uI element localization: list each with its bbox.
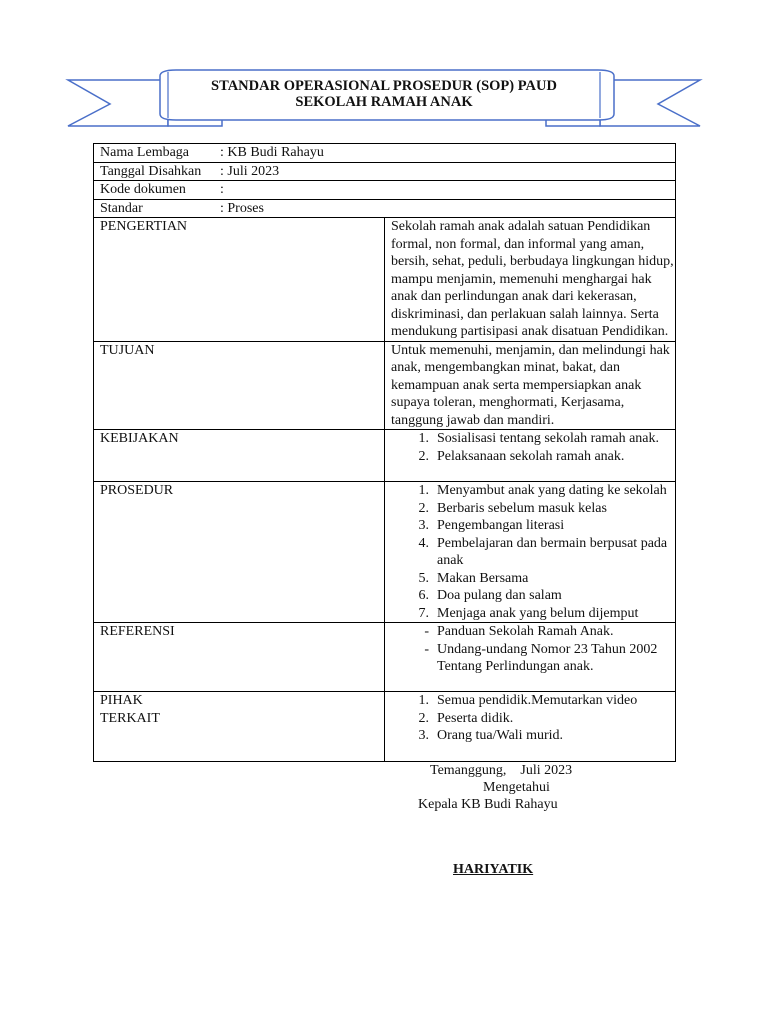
section-pengertian xyxy=(94,218,676,342)
meta-label: Nama Lembaga xyxy=(100,145,190,160)
list-item: 6. Doa pulang dan salam xyxy=(418,588,562,603)
section-label: PROSEDUR xyxy=(94,482,385,623)
meta-value: : Proses xyxy=(220,200,264,216)
meta-row-nama-lembaga xyxy=(94,144,676,163)
section-label: REFERENSI xyxy=(94,623,385,692)
list-item: 2. Berbaris sebelum masuk kelas xyxy=(418,500,607,516)
list-item: 2. Peserta didik. xyxy=(418,710,514,726)
section-label: PENGERTIAN xyxy=(94,218,385,342)
section-pihak-terkait xyxy=(94,692,676,762)
signature-place-date: Temanggung, Juli 2023 xyxy=(430,763,573,778)
meta-row-kode xyxy=(94,181,676,200)
sop-table xyxy=(93,143,676,762)
title-line-2: SEKOLAH RAMAH ANAK xyxy=(295,94,473,110)
banner-ribbon xyxy=(0,0,768,140)
signature-name: HARIYATIK xyxy=(453,862,534,877)
list-item: 1. Sosialisasi tentang sekolah ramah anak. xyxy=(418,431,659,446)
list-item: - Undang-undang Nomor 23 Tahun 2002 Tentang Perlindungan anak. xyxy=(424,641,658,674)
list-item: 5. Makan Bersama xyxy=(418,570,529,586)
list-item: 1. Menyambut anak yang dating ke sekolah xyxy=(418,483,667,498)
list-item: 1. Semua pendidik.Memutarkan video xyxy=(418,693,638,708)
list-item: - Panduan Sekolah Ramah Anak. xyxy=(424,624,614,639)
list-item: 3. Orang tua/Wali murid. xyxy=(418,728,564,743)
meta-value: : xyxy=(220,182,224,197)
section-referensi xyxy=(94,623,676,692)
section-label: KEBIJAKAN xyxy=(94,430,385,482)
section-text: Sekolah ramah anak adalah satuan Pendidikan formal, non formal, dan informal yang aman, bersih, sehat, peduli, berbudaya lingkungan hidup, mampu menjamin, memenuhi menghargai hak anak dan perlindungan anak dari kekerasan, diskriminasi, dan perlakuan salah lainnya. Serta mendukung partisipasi anak disatuan Pendidikan. xyxy=(391,219,674,339)
list-item: 7. Menjaga anak yang belum dijemput xyxy=(418,605,639,621)
meta-value: : Juli 2023 xyxy=(220,163,280,179)
document-title xyxy=(168,78,600,110)
list-item: 2. Pelaksanaan sekolah ramah anak. xyxy=(418,448,625,464)
meta-label: Standar xyxy=(100,200,143,216)
list-item: 3. Pengembangan literasi xyxy=(418,518,565,533)
section-label: PIHAK TERKAIT xyxy=(94,692,385,762)
pihak-list xyxy=(391,692,675,745)
meta-value: : KB Budi Rahayu xyxy=(220,145,324,160)
meta-row-standar xyxy=(94,199,676,218)
section-label: TUJUAN xyxy=(94,341,385,430)
title-line-1: STANDAR OPERASIONAL PROSEDUR (SOP) PAUD xyxy=(211,78,557,94)
section-text: Untuk memenuhi, menjamin, dan melindungi hak anak, mengembangkan minat, bakat, dan kemampuan anak serta mempersiapkan anak supaya toleran, menghormati, Kerjasama, tanggung jawab dan mandiri. xyxy=(391,342,670,428)
prosedur-list xyxy=(391,482,675,622)
meta-row-tanggal xyxy=(94,162,676,181)
signature-position: Kepala KB Budi Rahayu xyxy=(418,797,558,812)
section-prosedur xyxy=(94,482,676,623)
section-kebijakan xyxy=(94,430,676,482)
section-tujuan xyxy=(94,341,676,430)
list-item: 4. Pembelajaran dan bermain berpusat pada anak xyxy=(418,535,668,568)
signature-acknowledged: Mengetahui xyxy=(483,780,550,795)
kebijakan-list xyxy=(391,430,675,465)
meta-label: Kode dokumen xyxy=(100,182,186,197)
referensi-list xyxy=(391,623,675,676)
meta-label: Tanggal Disahkan xyxy=(100,163,202,179)
